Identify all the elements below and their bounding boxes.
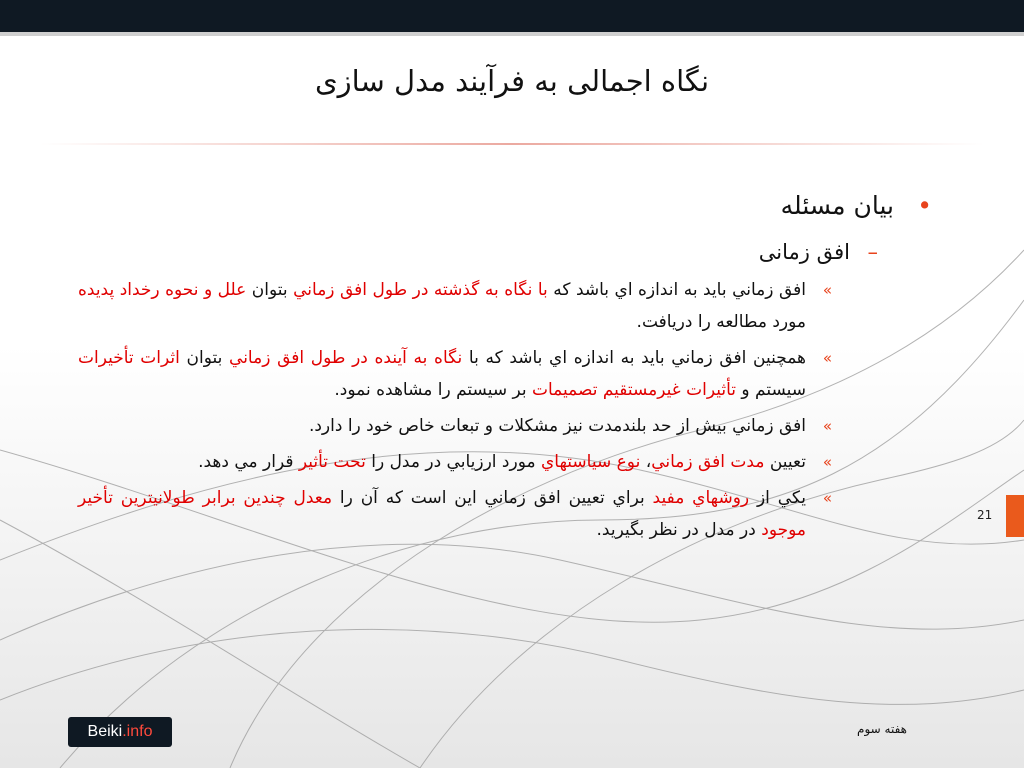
body-text: افق زماني بيش از حد بلندمدت نيز مشكلات و تبعات خاص خود را دارد. — [308, 416, 806, 436]
highlighted-text: روشهاي مفيد — [652, 488, 750, 508]
slide-content — [78, 186, 946, 546]
chevron-bullet-icon: » — [822, 281, 832, 299]
body-text: مورد مطالعه را دريافت. — [636, 312, 806, 332]
chevron-bullet-icon: » — [822, 417, 832, 435]
bullet-level1 — [78, 186, 932, 226]
body-text: براي تعيين افق زماني اين است كه آن را — [332, 488, 653, 508]
body-text: يكي از — [749, 488, 807, 508]
bullet-level1-text: بیان مسئله — [780, 191, 894, 220]
chevron-bullet-icon: » — [822, 453, 832, 471]
page-marker-tab — [1006, 495, 1024, 537]
bullet-level3-item — [78, 274, 832, 338]
page-number: 21 — [977, 508, 993, 522]
highlighted-text: معدل چندين برابر طولانيترين تأخير موجود — [78, 488, 806, 540]
beiki-logo[interactable] — [68, 717, 172, 747]
highlighted-text: مدت افق زماني — [651, 452, 765, 472]
body-text: همچنين افق زماني بايد به اندازه اي باشد كه با — [462, 348, 806, 368]
body-text: افق زماني بايد به اندازه اي باشد كه — [547, 280, 806, 300]
footer-text: هفته سوم — [857, 722, 907, 736]
chevron-bullet-icon: » — [822, 349, 832, 367]
body-text: بر سيستم را مشاهده نمود. — [334, 380, 532, 400]
highlighted-text: اثرات تأخيرات — [78, 348, 180, 368]
bullet-level2-text: افق زمانی — [758, 240, 850, 264]
highlighted-text: تحت تأثير — [298, 452, 366, 472]
body-text: بتوان — [246, 280, 294, 300]
logo-ext: .info — [122, 723, 153, 740]
logo-name: Beiki — [87, 723, 123, 740]
body-text: در مدل در نظر بگيريد. — [596, 520, 762, 540]
bullet-level3-list — [78, 274, 946, 546]
body-text: ، — [640, 452, 652, 472]
body-text: سيستم و — [735, 380, 806, 400]
highlighted-text: علل و نحوه رخداد پديده — [78, 280, 247, 300]
highlighted-text: نوع سياستهاي — [540, 452, 641, 472]
bullet-level2 — [78, 234, 878, 270]
highlighted-text: تأثيرات غيرمستقيم تصميمات — [532, 380, 736, 400]
body-text: بتوان — [179, 348, 230, 368]
body-text: تعيين — [764, 452, 806, 472]
body-text: قرار مي دهد. — [198, 452, 299, 472]
slide-title: نگاه اجمالی به فرآیند مدل سازی — [314, 64, 710, 98]
bullet-level3-item — [78, 446, 832, 478]
chevron-bullet-icon: » — [822, 489, 832, 507]
dash-bullet-icon: – — [867, 240, 878, 264]
bullet-level3-item — [78, 410, 832, 442]
highlighted-text: نگاه به آينده در طول افق زماني — [229, 348, 463, 368]
highlighted-text: با نگاه به گذشته در طول افق زماني — [293, 280, 548, 300]
bullet-level3-item — [78, 482, 832, 546]
body-text: مورد ارزيابي در مدل را — [365, 452, 541, 472]
bullet-dot-icon: • — [917, 191, 932, 220]
title-divider — [40, 143, 984, 145]
bullet-level3-item — [78, 342, 832, 406]
